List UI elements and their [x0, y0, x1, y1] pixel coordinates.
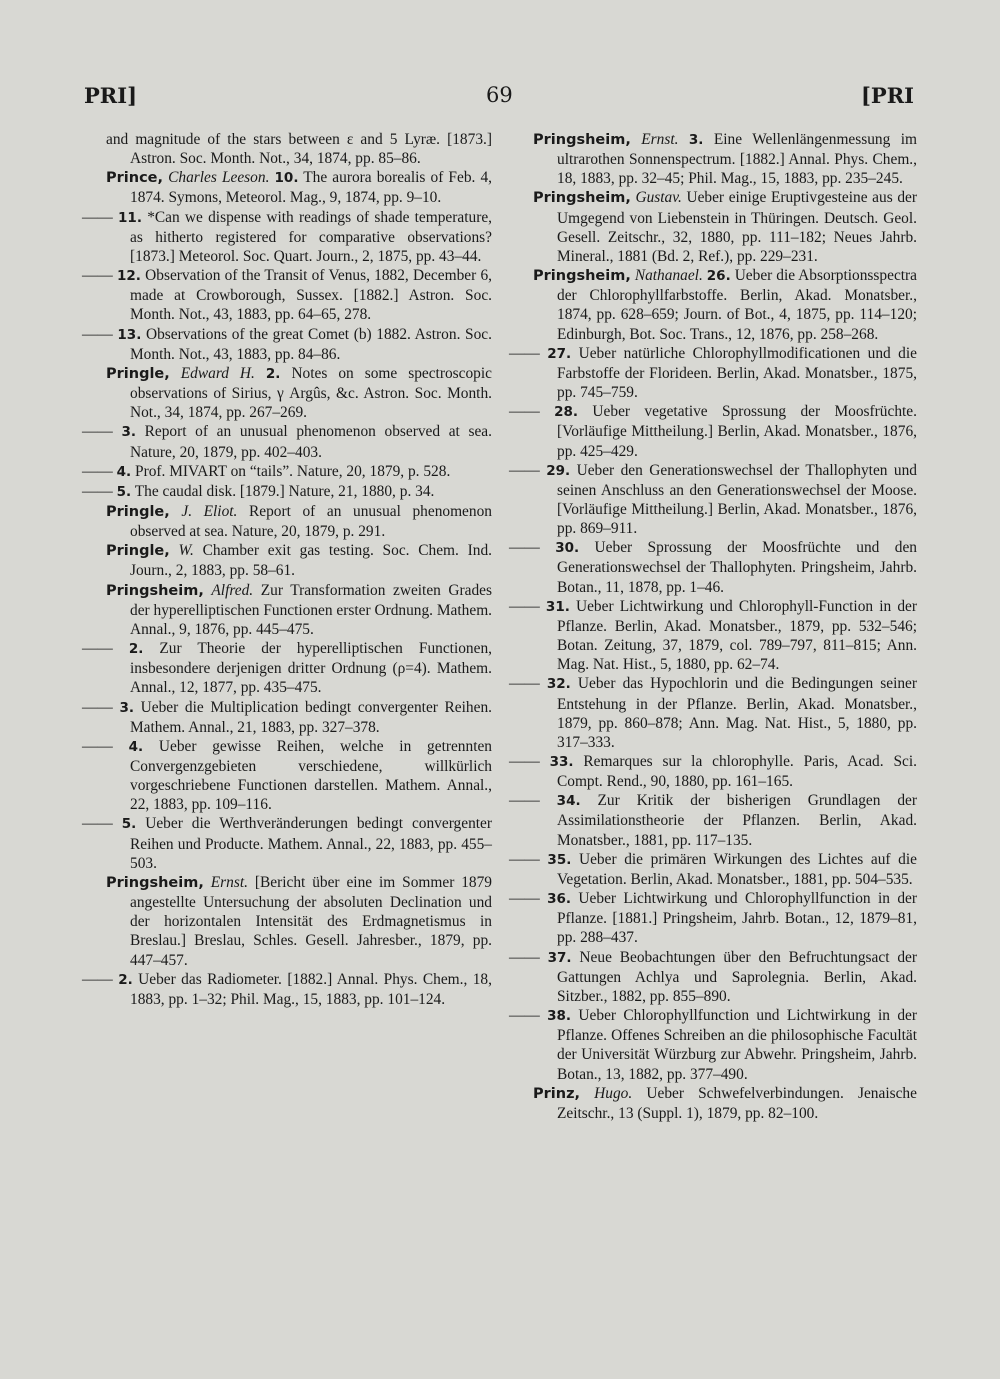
bibliography-entry	[106, 168, 492, 207]
entry-number: 4.	[116, 463, 132, 480]
entry-number: 3.	[119, 699, 134, 716]
header-left-range: PRI]	[84, 83, 138, 108]
bibliography-entry	[533, 266, 917, 344]
entry-text: Ueber Schwefelverbindungen. Jenaische Zeitschr., 13 (Suppl. 1), 1879, pp. 82–100.	[557, 1084, 917, 1122]
entry-text: Ueber die Absorptionsspectra der Chlorophyllfarbstoffe. Berlin, Akad. Monatsber., 1874, pp. 628–659; Journ. of Bot., 4, 1875, pp. 114–120; Edinburgh, Bot. Soc. Trans., 12, 1876, pp. 258–268.	[557, 267, 918, 343]
entry-text: Zur Theorie der hyperelliptischen Functionen, insbesondere derjenigen dritter Ordnung (ρ=4). Mathem. Annal., 12, 1877, pp. 435–475.	[130, 640, 492, 697]
entry-given-name: Gustav.	[635, 189, 682, 207]
entry-number: 12.	[117, 268, 141, 285]
entry-number: 11.	[118, 209, 142, 226]
bibliography-entry	[82, 482, 492, 502]
right-column	[509, 130, 918, 1123]
entry-number: 28.	[554, 404, 579, 421]
entry-text: Zur Transformation zweiten Grades der hyperelliptischen Functionen erster Ordnung. Mathem. Annal., 9, 1876, pp. 445–475.	[130, 581, 493, 638]
entry-number: 38.	[547, 1008, 572, 1025]
bibliography-entry	[106, 502, 492, 541]
entry-given-name: Hugo.	[594, 1084, 633, 1102]
entry-dash: ——	[82, 267, 113, 285]
entry-dash: ——	[82, 970, 113, 988]
entry-number: 32.	[546, 676, 571, 693]
bibliography-entry	[82, 462, 492, 482]
entry-given-name: Alfred.	[211, 581, 254, 599]
entry-number: 26.	[706, 268, 731, 285]
bibliography-entry	[106, 364, 492, 422]
bibliography-entry	[82, 266, 492, 324]
entry-dash: ——	[509, 792, 540, 810]
bibliography-entry	[82, 814, 492, 872]
entry-text: Prof. MIVART on “tails”. Nature, 20, 1879, p. 528.	[135, 462, 451, 480]
entry-text: *Can we dispense with readings of shade temperature, as hitherto registered for comparative observations? [1873.] Meteorol. Soc. Quart. Journ., 2, 1875, pp. 43–44.	[130, 208, 492, 265]
bibliography-entry	[533, 1084, 917, 1123]
entry-author: Pringsheim,	[533, 190, 631, 207]
entry-given-name: Ernst.	[210, 873, 248, 891]
entry-number: 30.	[555, 540, 580, 557]
entry-number: 2.	[265, 365, 281, 382]
entry-number: 34.	[556, 793, 581, 810]
entry-text: Ueber die Werthveränderungen bedingt convergenter Reihen und Producte. Mathem. Annal., 22, 1883, pp. 455–503.	[130, 815, 492, 872]
entry-number: 33.	[549, 754, 574, 770]
entry-text: Notes on some spectroscopic observations of Sirius, γ Argûs, &c. Astron. Soc. Month. Not., 34, 1874, pp. 267–269.	[130, 364, 492, 422]
entry-author: Pringsheim,	[106, 582, 204, 599]
bibliography-entry	[82, 325, 492, 364]
entry-dash: ——	[82, 737, 113, 755]
bibliography-entry	[509, 597, 917, 675]
entry-text: The aurora borealis of Feb. 4, 1874. Symons, Meteorol. Mag., 9, 1874, pp. 9–10.	[130, 169, 492, 207]
bibliography-entry	[106, 581, 492, 639]
entry-dash: ——	[509, 403, 540, 421]
page-number: 69	[486, 83, 513, 107]
entry-dash: ——	[82, 423, 113, 441]
entry-author: Pringsheim,	[533, 268, 631, 285]
bibliography-entry	[509, 402, 917, 460]
entry-number: 3.	[688, 132, 704, 148]
entry-given-name: Edward H.	[180, 364, 255, 382]
entry-number: 29.	[546, 462, 571, 479]
entry-number: 35.	[547, 851, 572, 868]
header-right-range: [PRI	[860, 83, 914, 108]
entry-text: Report of an unusual phenomenon observed at sea. Nature, 20, 1879, p. 291.	[130, 502, 492, 541]
bibliography-entry	[509, 850, 917, 889]
entry-author: Prinz,	[533, 1085, 581, 1102]
entry-text: Remarques sur la chlorophylle. Paris, Acad. Sci. Compt. Rend., 90, 1880, pp. 161–165.	[557, 753, 917, 791]
entry-given-name: W.	[178, 542, 194, 560]
bibliography-entry	[82, 737, 492, 815]
entry-text: and magnitude of the stars between ε and 5 Lyræ. [1873.] Astron. Soc. Month. Not., 34, 1874, pp. 85–86.	[106, 131, 492, 168]
entry-text: Ueber Lichtwirkung und Chlorophyllfunction in der Pflanze. [1881.] Pringsheim, Jahrb. Botan., 12, 1879–81, pp. 288–437.	[557, 890, 917, 947]
entry-given-name: Nathanael.	[634, 267, 703, 285]
entry-dash: ——	[509, 461, 540, 479]
bibliography-entry	[82, 208, 492, 266]
entry-number: 4.	[128, 738, 144, 755]
entry-number: 2.	[118, 971, 133, 988]
bibliography-entry	[82, 698, 492, 737]
entry-dash: ——	[82, 815, 113, 833]
entry-dash: ——	[82, 698, 113, 716]
entry-text: Ueber natürliche Chlorophyllmodificationen und die Farbstoffe der Florideen. Berlin, Akad. Monatsber., 1875, pp. 745–759.	[557, 344, 917, 402]
bibliography-entry	[509, 889, 917, 947]
entry-text: Neue Beobachtungen über den Befruchtungsact der Gattungen Achlya und Saprolegnia. Berlin, Akad. Sitzber., 1882, pp. 855–890.	[557, 948, 917, 1005]
entry-author: Pringle,	[106, 365, 170, 382]
bibliography-entry	[82, 422, 492, 461]
entry-number: 37.	[547, 949, 572, 966]
bibliography-entry	[509, 674, 917, 752]
entry-dash: ——	[509, 890, 540, 908]
bibliography-entry	[509, 948, 917, 1006]
entry-text: Observations of the great Comet (b) 1882. Astron. Soc. Month. Not., 43, 1883, pp. 84–86.	[130, 325, 492, 363]
bibliography-entry	[533, 188, 917, 266]
entry-dash: ——	[509, 753, 540, 770]
bibliography-entry	[533, 130, 917, 188]
bibliography-entry	[106, 541, 492, 580]
entry-number: 10.	[274, 170, 299, 187]
entry-text: Ueber die Multiplication bedingt convergenter Reihen. Mathem. Annal., 21, 1883, pp. 327–378.	[130, 698, 492, 736]
entry-text: Eine Wellenlängenmessung im ultrarothen Sonnenspectrum. [1882.] Annal. Phys. Chem., 18, 1883, pp. 32–45; Phil. Mag., 15, 1883, pp. 235–245.	[557, 131, 917, 188]
entry-number: 27.	[547, 345, 572, 362]
entry-dash: ——	[82, 482, 113, 500]
entry-dash: ——	[509, 675, 540, 693]
entry-author: Prince,	[106, 170, 164, 187]
entry-text: Ueber einige Eruptivgesteine aus der Umgegend von Liebenstein in Thüringen. Deutsch. Geol. Gesell. Zeitschr., 32, 1880, pp. 111–182; Neues Jahrb. Mineral., 1881 (Bd. 2, Ref.), pp. 229–231.	[557, 189, 917, 265]
bibliography-entry	[509, 791, 917, 849]
entry-dash: ——	[509, 539, 540, 557]
entry-text: Report of an unusual phenomenon observed at sea. Nature, 20, 1879, pp. 402–403.	[130, 423, 492, 461]
entry-text: Zur Kritik der bisherigen Grundlagen der Assimilationstheorie der Pflanzen. Berlin, Akad. Monatsber., 1881, pp. 117–135.	[557, 792, 917, 849]
entry-dash: ——	[509, 850, 540, 868]
entry-number: 5.	[121, 816, 137, 833]
entry-author: Pringsheim,	[106, 874, 204, 891]
entry-text: Ueber das Radiometer. [1882.] Annal. Phys. Chem., 18, 1883, pp. 1–32; Phil. Mag., 15, 1883, pp. 101–124.	[130, 970, 492, 1008]
bibliography-entry	[509, 461, 917, 539]
entry-number: 31.	[545, 598, 570, 615]
entry-dash: ——	[82, 640, 113, 658]
bibliography-entry	[509, 1006, 917, 1084]
entry-dash: ——	[509, 597, 540, 615]
entry-text: Ueber Chlorophyllfunction und Lichtwirkung in der Pflanze. Offenes Schreiben an die philosophische Facultät der Universität Würzburg zur Abwehr. Pringsheim, Jahrb. Botan., 13, 1882, pp. 377–490.	[557, 1007, 917, 1083]
left-column	[82, 130, 493, 1009]
entry-text: Observation of the Transit of Venus, 1882, December 6, made at Crowborough, Sussex. [1882.] Astron. Soc. Month. Not., 43, 1883, pp. 64–65, 278.	[130, 267, 492, 324]
entry-dash: ——	[509, 948, 540, 966]
entry-dash: ——	[82, 208, 113, 226]
entry-text: Ueber Sprossung der Moosfrüchte und den Generationswechsel der Thallophyten. Pringsheim, Jahrb. Botan., 11, 1878, pp. 1–46.	[557, 539, 917, 596]
entry-text: Ueber gewisse Reihen, welche in getrennten Convergenzgebieten verschiedene, willkürlich vorgeschriebene Functionen darstellen. Mathem. Annal., 22, 1883, pp. 109–116.	[130, 737, 492, 814]
bibliography-entry	[106, 130, 492, 168]
bibliography-entry	[509, 752, 917, 791]
entry-text: Ueber vegetative Sprossung der Moosfrüchte. [Vorläufige Mittheilung.] Berlin, Akad. Monatsber., 1876, pp. 425–429.	[557, 403, 917, 460]
entry-text: Ueber die primären Wirkungen des Lichtes auf die Vegetation. Berlin, Akad. Monatsber., 1881, pp. 504–535.	[557, 850, 917, 888]
bibliography-entry	[106, 873, 492, 970]
entry-text: Ueber Lichtwirkung und Chlorophyll-Function in der Pflanze. Berlin, Akad. Monatsber., 1879, pp. 532–546; Botan. Zeitung, 37, 1879, col. 789–797, 811–815; Ann. Mag. Nat. Hist., 5, 1880, pp. 62–74.	[557, 597, 917, 674]
entry-given-name: Charles Leeson.	[168, 169, 270, 187]
entry-dash: ——	[82, 325, 113, 343]
entry-number: 2.	[128, 641, 144, 658]
entry-dash: ——	[509, 344, 540, 362]
entry-text: Chamber exit gas testing. Soc. Chem. Ind. Journ., 2, 1883, pp. 58–61.	[130, 542, 493, 580]
entry-text: [Bericht über eine im Sommer 1879 angestellte Untersuchung der absoluten Declination und der horizontalen Intensität des Erdmagnetismus in Breslau.] Breslau, Schles. Gesell. Jahresber., 1879, pp. 447–457.	[130, 873, 493, 969]
entry-author: Pringle,	[106, 543, 170, 560]
entry-dash: ——	[509, 1007, 540, 1025]
bibliography-entry	[509, 344, 917, 402]
bibliography-entry	[82, 970, 492, 1009]
entry-text: The caudal disk. [1879.] Nature, 21, 1880, p. 34.	[134, 482, 435, 500]
bibliography-entry	[82, 639, 492, 697]
entry-given-name: J. Eliot.	[181, 502, 238, 520]
bibliography-entry	[509, 538, 917, 596]
entry-text: Ueber das Hypochlorin und die Bedingungen seiner Entstehung in der Pflanze. Berlin, Akad. Monatsber., 1879, pp. 860–878; Ann. Mag. Nat. Hist., 5, 1880, pp. 317–333.	[557, 675, 917, 751]
entry-dash: ——	[82, 462, 113, 480]
entry-author: Pringsheim,	[533, 132, 631, 148]
entry-given-name: Ernst.	[641, 131, 679, 148]
entry-number: 13.	[117, 326, 142, 343]
entry-number: 5.	[116, 483, 132, 500]
entry-author: Pringle,	[106, 503, 170, 520]
entry-number: 3.	[121, 424, 136, 441]
entry-text: Ueber den Generationswechsel der Thallophyten und seinen Anschluss an den Generationswechsel der Moose. [Vorläufige Mittheilung.] Berlin, Akad. Monatsber., 1876, pp. 869–911.	[557, 461, 917, 538]
entry-number: 36.	[547, 891, 572, 908]
